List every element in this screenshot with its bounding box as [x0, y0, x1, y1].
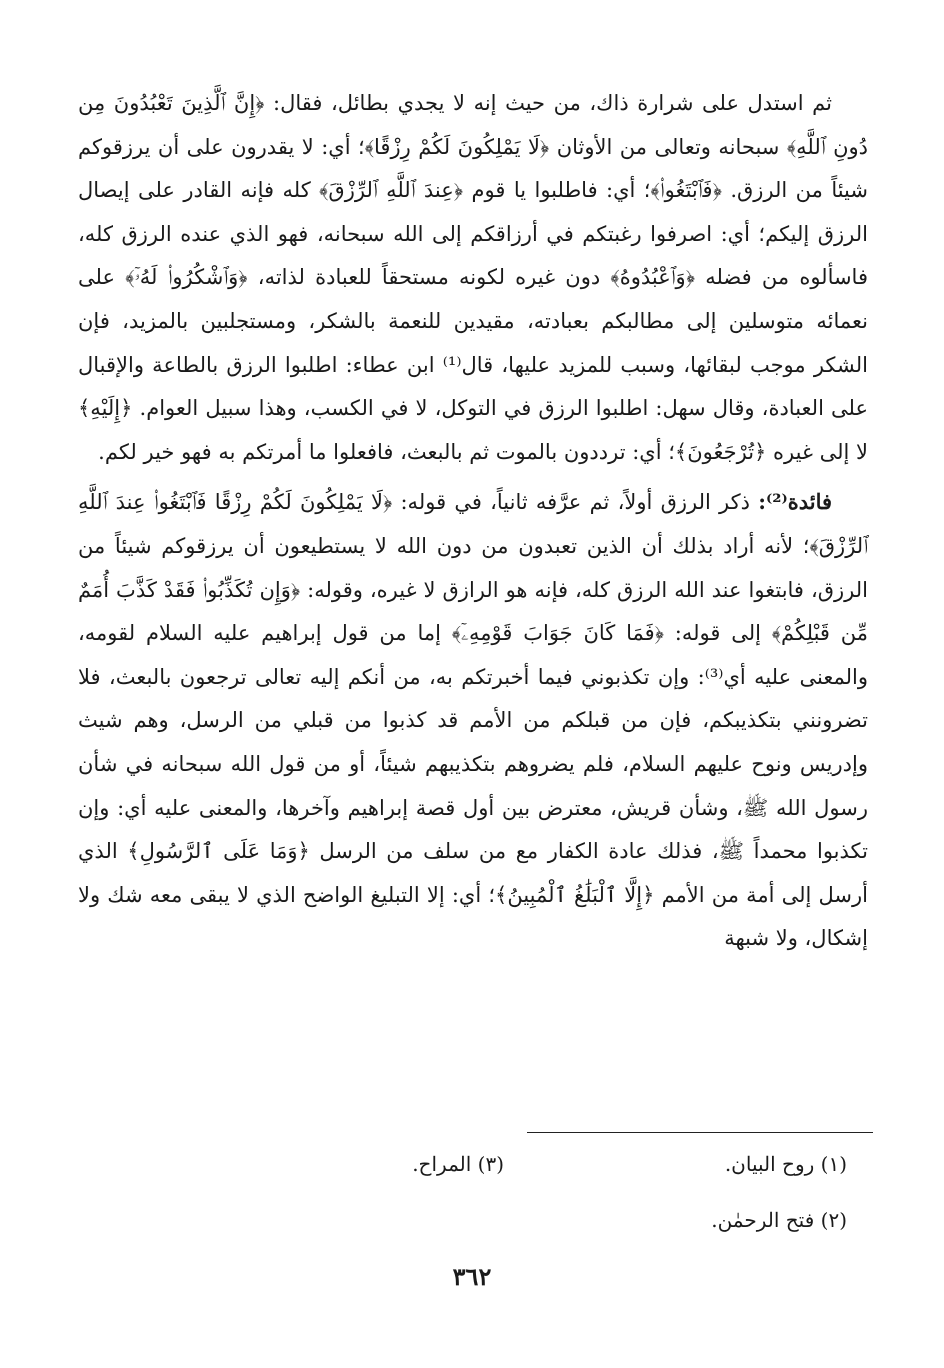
paragraph-2-lead: فائدة⁽²⁾:	[758, 489, 832, 515]
footnote-3: (٣) المراح.	[412, 1152, 504, 1176]
page-number: ٣٦٢	[452, 1262, 492, 1291]
footnote-2: (٢) فتح الرحمٰن.	[711, 1208, 847, 1232]
main-text	[78, 82, 868, 961]
footnote-separator	[527, 1132, 873, 1133]
paragraph-1: ثم استدل على شرارة ذاك، من حيث إنه لا يجدي بطائل، فقال: ﴿إِنَّ ٱلَّذِينَ تَعْبُدُونَ مِن دُونِ ٱللَّهِ﴾ سبحانه وتعالى من الأوثان ﴿لَا يَمْلِكُونَ لَكُمْ رِزْقًا﴾؛ أي: لا يقدرون على أن يرزقوكم شيئاً من الرزق. ﴿فَٱبْتَغُوا۟﴾؛ أي: فاطلبوا يا قوم ﴿عِندَ ٱللَّهِ ٱلرِّزْقَ﴾ كله فإنه القادر على إيصال الرزق إليكم؛ أي: اصرفوا رغبتكم في أرزاقكم إلى الله سبحانه، فهو الذي عنده الرزق كله، فاسألوه من فضله ﴿وَٱعْبُدُوهُ﴾ دون غيره لكونه مستحقاً للعبادة لذاته، ﴿وَٱشْكُرُوا۟ لَهُۥٓ﴾ على نعمائه متوسلين إلى مطالبكم بعبادته، مقيدين للنعمة بالشكر، ومستجلبين بالمزيد، فإن الشكر موجب لبقائها، وسبب للمزيد عليها، قال⁽¹⁾ ابن عطاء: اطلبوا الرزق بالطاعة والإقبال على العبادة، وقال سهل: اطلبوا الرزق في التوكل، لا في الكسب، وهذا سبيل العوام. ﴿إِلَيْهِ﴾ لا إلى غيره ﴿تُرْجَعُونَ﴾؛ أي: ترددون بالموت ثم بالبعث، فافعلوا ما أمرتكم به فهو خير لكم.	[78, 91, 868, 464]
paragraph-2	[78, 480, 868, 961]
paragraph-2-text: ذكر الرزق أولاً، ثم عرَّفه ثانياً، في قوله: ﴿لَا يَمْلِكُونَ لَكُمْ رِزْقًا فَٱبْتَغُوا۟ عِندَ ٱللَّهِ ٱلرِّزْقَ﴾؛ لأنه أراد بذلك أن الذين تعبدون من دون الله لا يستطيعون أن يرزقوكم شيئاً من الرزق، فابتغوا عند الله الرزق كله، فإنه هو الرازق لا غيره، وقوله: ﴿وَإِن تُكَذِّبُوا۟ فَقَدْ كَذَّبَ أُمَمٌ مِّن قَبْلِكُمْ﴾ إلى قوله: ﴿فَمَا كَانَ جَوَابَ قَوْمِهِۦٓ﴾ إما من قول إبراهيم عليه السلام لقومه، والمعنى عليه أي⁽³⁾: وإن تكذبوني فيما أخبرتكم به، من أنكم إليه تعالى ترجعون بالبعث، فلا تضرونني بتكذيبكم، فإن من قبلكم من الأمم قد كذبوا من قبلي من الرسل، وهم شيث وإدريس ونوح عليهم السلام، فلم يضروهم بتكذيبهم شيئاً، أو من قول الله سبحانه في شأن رسول الله ﷺ، وشأن قريش، معترض بين أول قصة إبراهيم وآخرها، والمعنى عليه أي: وإن تكذبوا محمداً ﷺ، فذلك عادة الكفار مع من سلف من الرسل ﴿وَمَا عَلَى ٱلرَّسُولِ﴾ الذي أرسل إلى أمة من الأمم ﴿إِلَّا ٱلْبَلَٰغُ ٱلْمُبِينُ﴾؛ أي: إلا التبليغ الواضح الذي لا يبقى معه شك ولا إشكال، ولا شبهة	[78, 490, 868, 951]
footnote-1: (١) روح البيان.	[724, 1152, 847, 1176]
